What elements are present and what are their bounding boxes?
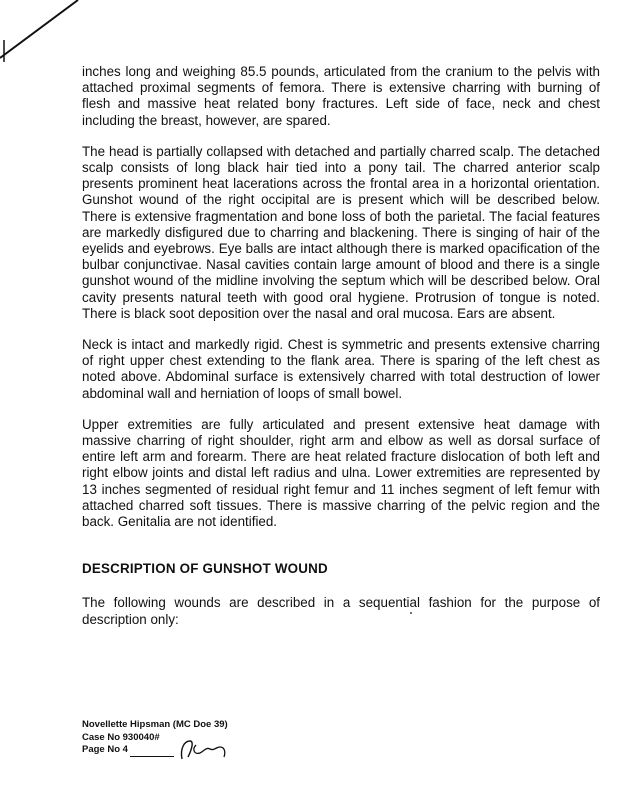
handwritten-initials-signature — [174, 735, 234, 763]
footer-case-number: Case No 930040# — [82, 731, 160, 743]
signature-line — [130, 747, 174, 757]
corner-fold-mark — [0, 0, 80, 70]
document-body — [82, 64, 600, 643]
scan-speck — [410, 612, 412, 614]
footer-subject-name: Novellette Hipsman (MC Doe 39) — [82, 719, 228, 730]
footer-page-label: Page No 4 — [82, 744, 128, 755]
paragraph-neck-chest-abdomen: Neck is intact and markedly rigid. Chest is symmetric and presents extensive charring of right upper chest extending to the flank area. There is sparing of the left chest as noted above. Abdominal surface is extensively charred with total destruction of lower abdominal wall and herniation of loops of small bowel. — [82, 337, 600, 401]
paragraph-torso-summary: inches long and weighing 85.5 pounds, articulated from the cranium to the pelvis with attached proximal segments of femora. There is extensive charring with burning of flesh and massive heat related bony fractures. Left side of face, neck and chest including the breast, however, are spared. — [82, 64, 600, 128]
paragraph-extremities: Upper extremities are fully articulated and present extensive heat damage with massive charring of right shoulder, right arm and elbow as well as dorsal surface of entire left arm and forearm. There are heat related fracture dislocation of both left and right elbow joints and distal left radius and ulna. Lower extremities are represented by 13 inches segmented of residual right femur and 11 inches segment of left femur with attached charred soft tissues. There is massive charring of the pelvic region and the back. Genitalia are not identified. — [82, 416, 600, 530]
section-heading-gunshot-wound: DESCRIPTION OF GUNSHOT WOUND — [82, 561, 328, 577]
paragraph-head-examination: The head is partially collapsed with detached and partially charred scalp. The detached scalp consists of long black hair tied into a pony tail. The charred anterior scalp presents prominent heat lacerations across the frontal area in a horizontal orientation. Gunshot wound of the right occipital are is present which will be described below. There is extensive fragmentation and bone loss of both the parietal. The facial features are markedly disfigured due to charring and blackening. There is singing of hair of the eyelids and eyebrows. Eye balls are intact although there is marked opacification of the bulbar conjunctivae. Nasal cavities contain large amount of blood and there is a single gunshot wound of the midline involving the septum which will be described below. Oral cavity presents natural teeth with good oral hygiene. Protrusion of tongue is noted. There is black soot deposition over the nasal and oral mucosa. Ears are absent. — [82, 143, 600, 321]
paragraph-wound-intro: The following wounds are described in a sequential fashion for the purpose of description only: — [82, 595, 600, 627]
